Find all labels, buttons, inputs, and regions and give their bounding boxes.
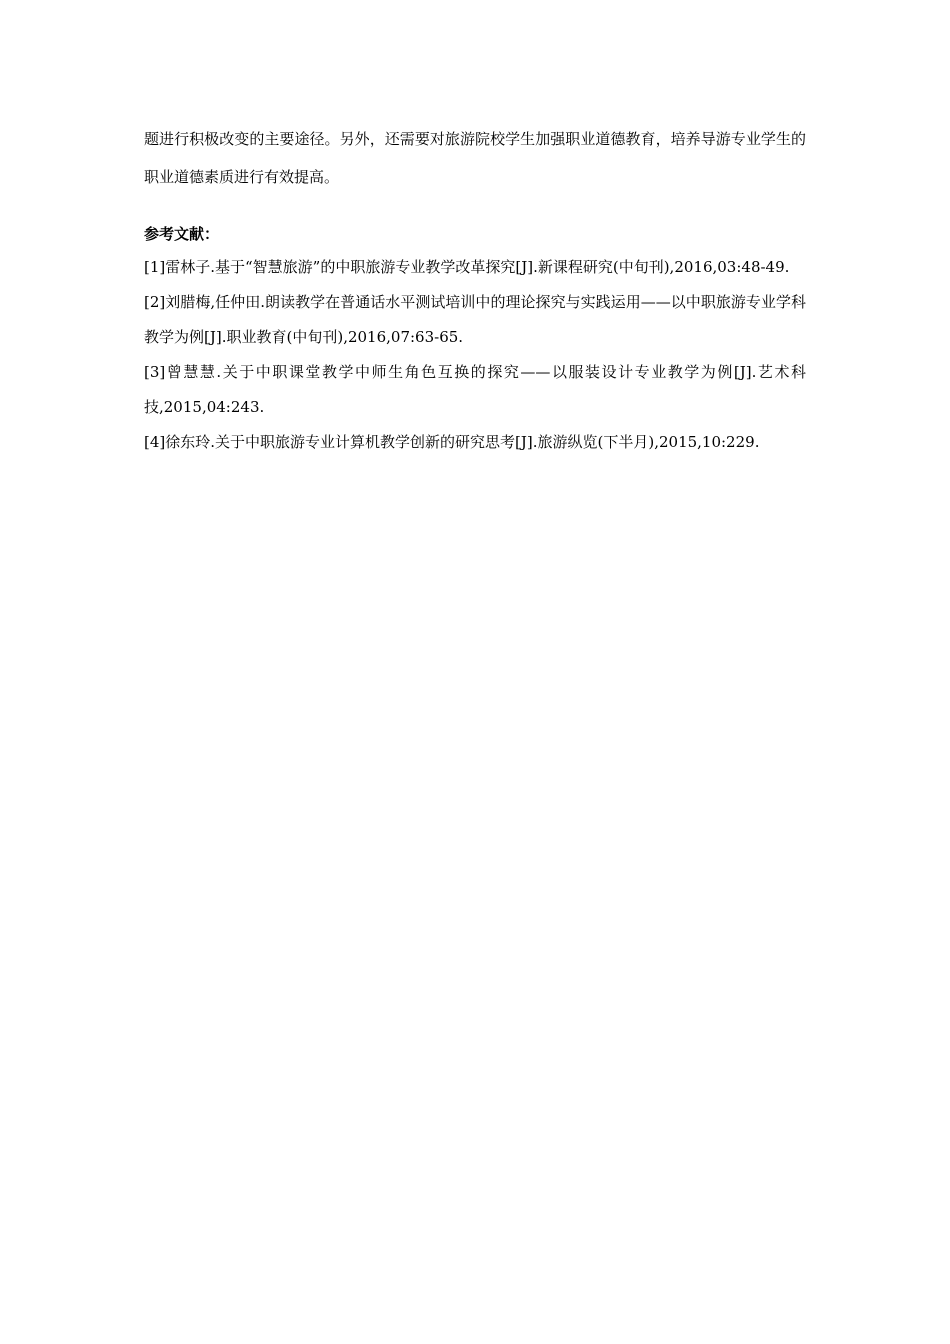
page-content bbox=[144, 120, 806, 460]
reference-item-2: [2]刘腊梅,任仲田.朗读教学在普通话水平测试培训中的理论探究与实践运用——以中职旅游专业学科教学为例[J].职业教育(中旬刊),2016,07:63-65. bbox=[144, 293, 806, 346]
body-paragraph: 题进行积极改变的主要途径。另外，还需要对旅游院校学生加强职业道德教育，培养导游专业学生的职业道德素质进行有效提高。 bbox=[144, 130, 806, 186]
references-heading: 参考文献： bbox=[144, 225, 220, 243]
reference-item-4: [4]徐东玲.关于中职旅游专业计算机教学创新的研究思考[J].旅游纵览(下半月),2015,10:229. bbox=[144, 433, 760, 451]
reference-item-3: [3]曾慧慧.关于中职课堂教学中师生角色互换的探究——以服装设计专业教学为例[J].艺术科技,2015,04:243. bbox=[144, 363, 806, 416]
references-list bbox=[144, 250, 806, 460]
reference-item-1: [1]雷林子.基于“智慧旅游”的中职旅游专业教学改革探究[J].新课程研究(中旬刊),2016,03:48-49. bbox=[144, 258, 790, 276]
